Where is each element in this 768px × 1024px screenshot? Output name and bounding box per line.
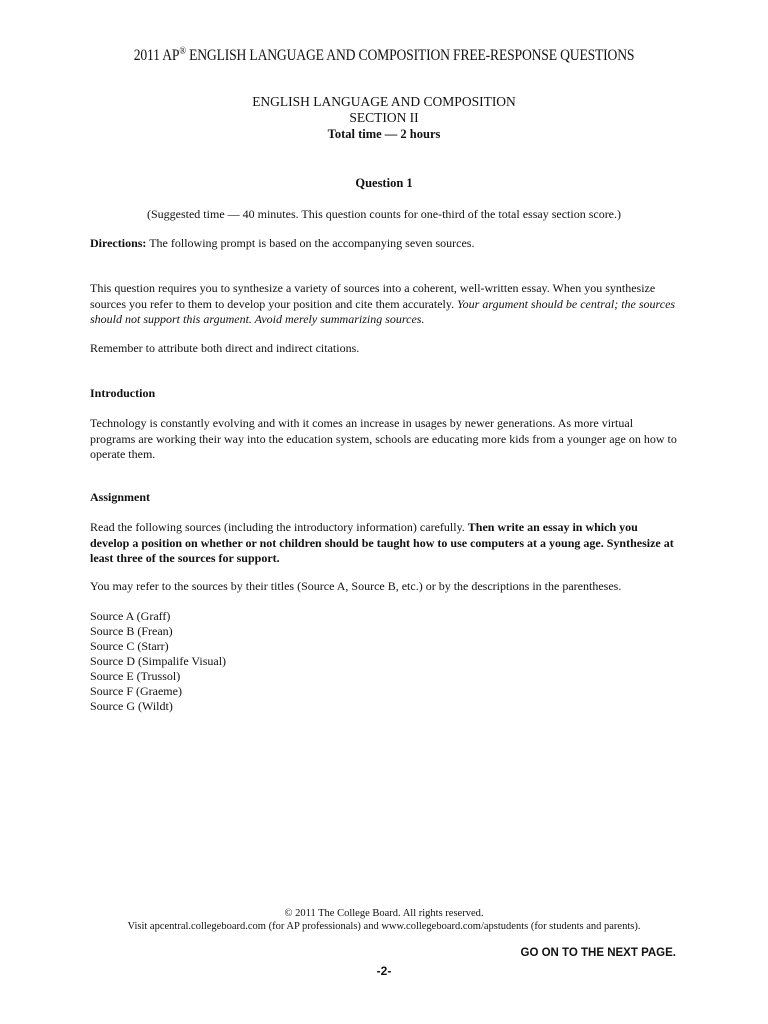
list-item: Source F (Graeme) [90,684,182,698]
page-number: -2- [376,964,392,978]
header-suffix: ENGLISH LANGUAGE AND COMPOSITION FREE-RESPONSE QUESTIONS [185,47,635,64]
synthesis-paragraph [90,281,680,328]
introduction-paragraph: Technology is constantly evolving and with it comes an increase in usages by newer generations. As more virtual programs are working their way into the education system, schools are educating more kids from a younger age on how to operate them. [90,416,677,461]
section-label: SECTION II [349,110,419,125]
list-item: Source G (Wildt) [90,699,173,713]
section-title-block [0,94,768,142]
list-item: Source E (Trussol) [90,669,181,683]
refer-paragraph: You may refer to the sources by their titles (Source A, Source B, etc.) or by the descriptions in the parentheses. [90,579,622,593]
exam-title: ENGLISH LANGUAGE AND COMPOSITION [252,94,516,109]
visit-line: Visit apcentral.collegeboard.com (for AP professionals) and www.collegeboard.com/apstudents (for students and parents). [127,921,641,932]
assignment-heading: Assignment [90,490,151,504]
synthesis-italic: Your argument should be central; the sources should not support this argument. Avoid merely summarizing sources. [90,296,676,326]
registered-mark: ® [179,46,186,57]
assignment-paragraph [90,520,680,567]
go-on-notice: GO ON TO THE NEXT PAGE. [520,947,676,959]
list-item: Source A (Graff) [90,609,171,623]
suggested-time: (Suggested time — 40 minutes. This question counts for one-third of the total essay section score.) [146,207,622,221]
synthesis-text: This question requires you to synthesize a variety of sources into a coherent, well-written essay. When you synthesize sources you refer to them to develop your position and cite them accurately. [90,281,656,311]
list-item: Source C (Starr) [90,639,169,653]
assignment-text: Read the following sources (including the introductory information) carefully. [90,520,468,534]
footer-copyright [0,907,768,933]
directions-paragraph [90,236,680,252]
header-prefix: 2011 AP [133,47,180,64]
assignment-bold: Then write an essay in which you develop a position on whether or not children should be taught how to use computers at a young age. Synthesize at least three of the sources for support. [90,520,674,565]
copyright-line: © 2011 The College Board. All rights reserved. [284,908,484,919]
directions-label: Directions: [90,236,147,250]
remember-paragraph: Remember to attribute both direct and indirect citations. [90,341,360,355]
list-item: Source D (Simpalife Visual) [90,654,227,668]
total-time: Total time — 2 hours [327,127,441,141]
introduction-heading: Introduction [90,386,156,400]
source-list [90,609,226,714]
directions-text: The following prompt is based on the accompanying seven sources. [146,236,475,250]
running-header [46,46,722,65]
list-item: Source B (Frean) [90,624,173,638]
question-title: Question 1 [355,176,413,190]
